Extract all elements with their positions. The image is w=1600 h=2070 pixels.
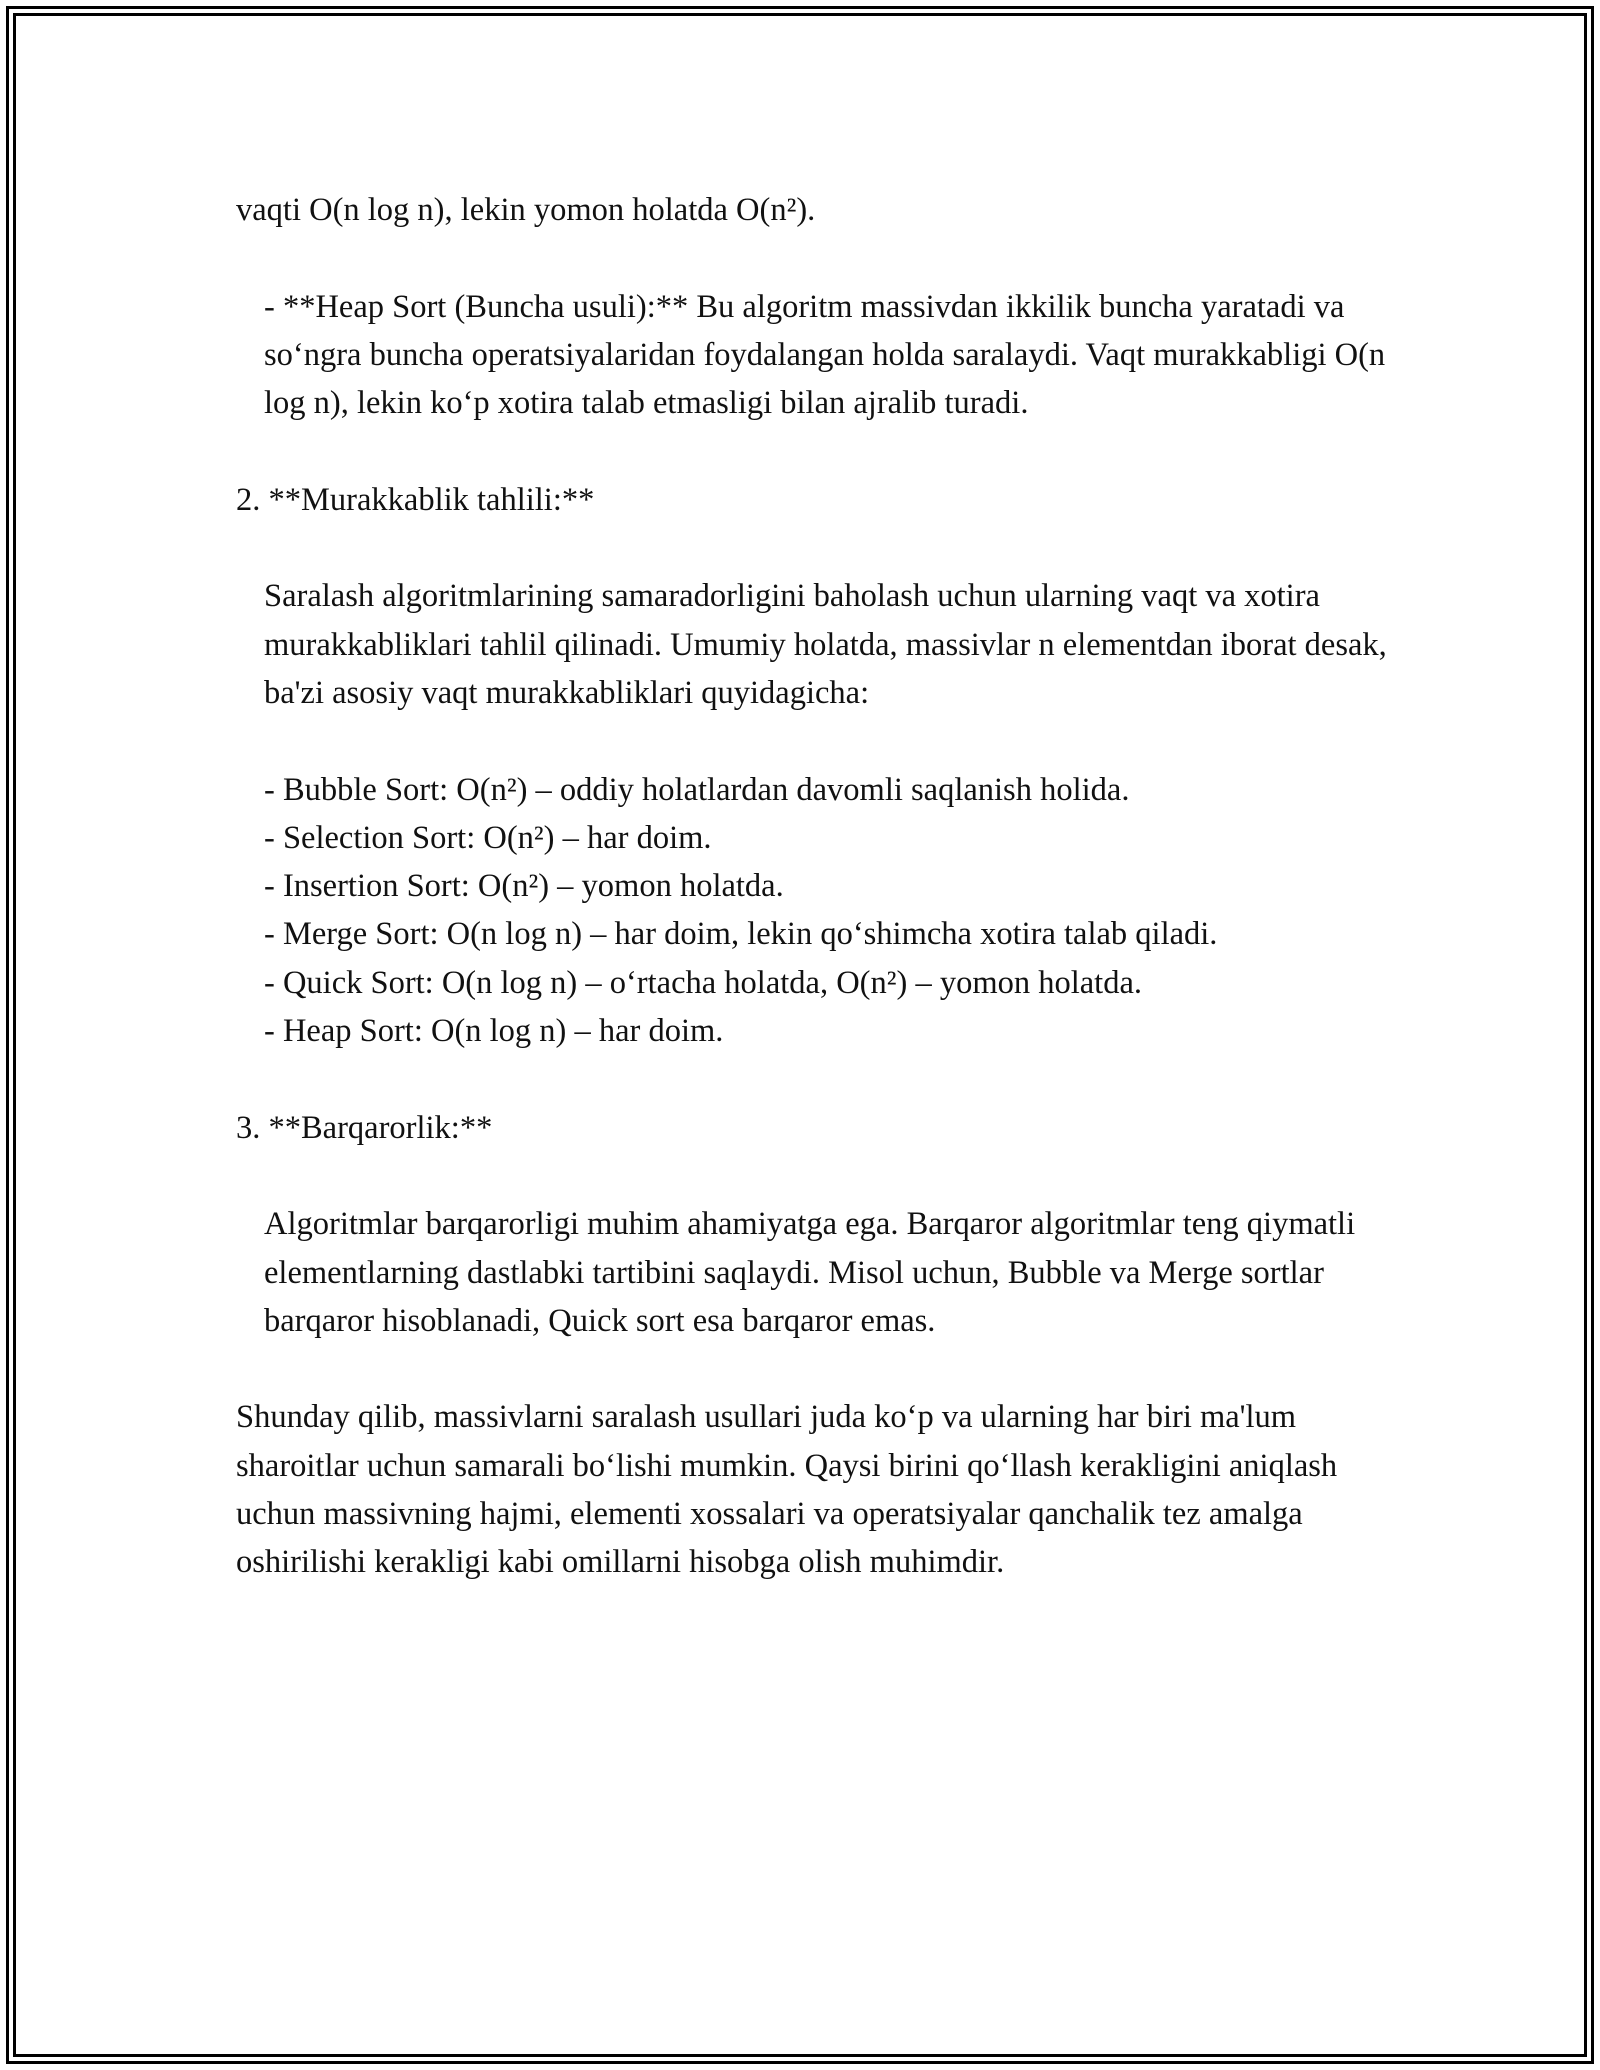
list-item: - Quick Sort: O(n log n) – o‘rtacha holatda, O(n²) – yomon holatda. <box>264 964 1143 1001</box>
paragraph-stability: Algoritmlar barqarorligi muhim ahamiyatga ega. Barqaror algoritmlar teng qiymatli elementlarning dastlabki tartibini saqlaydi. Misol uchun, Bubble va Merge sortlar barqaror hisoblanadi, Quick sort esa barqaror emas. <box>264 1206 1356 1339</box>
list-item: - Bubble Sort: O(n²) – oddiy holatlardan davomli saqlanish holida. <box>264 771 1130 808</box>
list-item: - Heap Sort: O(n log n) – har doim. <box>264 1013 724 1050</box>
paragraph-complexity-intro: Saralash algoritmlarining samaradorligini baholash uchun ularning vaqt va xotira murakkabliklari tahlil qilinadi. Umumiy holatda, massivlar n elementdan iborat desak, ba'zi asosiy vaqt murakkabliklari quyidagicha: <box>264 578 1387 711</box>
complexity-list <box>236 766 1396 1056</box>
section-heading-stability: 3. **Barqarorlik:** <box>236 1109 493 1146</box>
list-item: - Selection Sort: O(n²) – har doim. <box>264 819 712 856</box>
paragraph-heap-sort: - **Heap Sort (Buncha usuli):** Bu algoritm massivdan ikkilik buncha yaratadi va so‘ngra buncha operatsiyalaridan foydalangan holda saralaydi. Vaqt murakkabligi O(n log n), lekin ko‘p xotira talab etmasligi bilan ajralib turadi. <box>264 288 1386 422</box>
paragraph-conclusion: Shunday qilib, massivlarni saralash usullari juda ko‘p va ularning har biri ma'lum sharoitlar uchun samarali bo‘lishi mumkin. Qaysi birini qo‘llash kerakligini aniqlash uchun massivning hajmi, elementi xossalari va operatsiyalar qanchalik tez amalga oshirilishi kerakligi kabi omillarni hisobga olish muhimdir. <box>236 1399 1338 1581</box>
paragraph-quick-sort-tail: vaqti O(n log n), lekin yomon holatda O(n²). <box>236 192 816 228</box>
list-item: - Insertion Sort: O(n²) – yomon holatda. <box>264 868 784 905</box>
section-heading-complexity: 2. **Murakkablik tahlili:** <box>236 481 595 518</box>
document-body <box>236 186 1396 1635</box>
list-item: - Merge Sort: O(n log n) – har doim, lekin qo‘shimcha xotira talab qiladi. <box>264 916 1218 953</box>
